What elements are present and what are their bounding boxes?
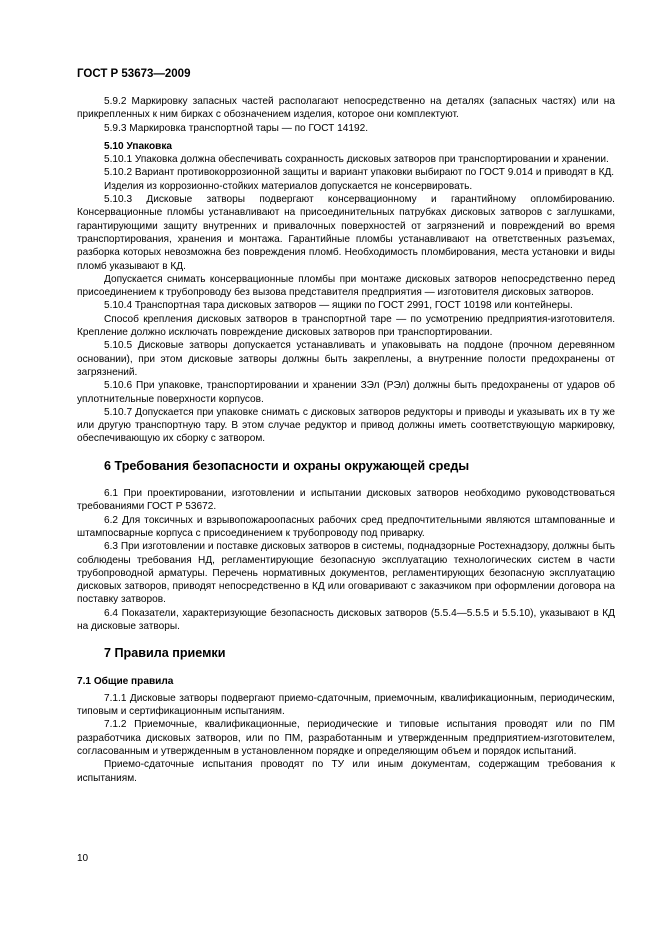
subsection-heading: 7.1 Общие правила xyxy=(77,675,174,687)
paragraph: 5.9.3 Маркировка транспортной тары — по ГОСТ 14192. xyxy=(104,122,369,134)
document-header: ГОСТ Р 53673—2009 xyxy=(77,68,191,80)
paragraph: 5.10.7 Допускается при упаковке снимать с дисковых затворов редукторы и приводы и указывать их в ту же или другую транспортную тару. В этом случае редуктор и привод должны иметь соответствующую маркировку, обеспечивающую их сборку с затвором. xyxy=(77,406,615,445)
section-heading: 6 Требования безопасности и охраны окружающей среды xyxy=(104,458,470,473)
paragraph: 6.1 При проектировании, изготовлении и испытании дисковых затворов необходимо руководствоваться требованиями ГОСТ Р 53672. xyxy=(77,488,615,513)
paragraph: Способ крепления дисковых затворов в транспортной таре — по усмотрению предприятия-изготовителя. Крепление должно исключать повреждение дисковых затворов при транспортировании. xyxy=(77,313,615,339)
paragraph: 5.10.5 Дисковые затворы допускается устанавливать и упаковывать на поддоне (прочном деревянном основании), при этом дисковые затворы должны быть закреплены, а внутренние полости предохранены от загрязнений. xyxy=(77,340,615,378)
paragraph: Допускается снимать консервационные пломбы при монтаже дисковых затворов непосредственно перед присоединением к трубопроводу без вызова представителя предприятия — изготовителя дисковых затворов. xyxy=(77,273,615,299)
paragraph: 5.10.2 Вариант противокоррозионной защиты и вариант упаковки выбирают по ГОСТ 9.014 и приводят в КД. xyxy=(104,167,615,179)
paragraph: Приемо-сдаточные испытания проводят по ТУ или иным документам, содержащим требования к испытаниям. xyxy=(77,759,615,784)
paragraph: 5.10.3 Дисковые затворы подвергают консервационному и гарантийному опломбированию. Консервационные пломбы устанавливают на присоединительных патрубках дисковых затворов с заглушками, гарантирующими защиту внутренних и привалочных поверхностей от загрязнений и повреждений во время транспортирования, хранения и монтажа. Гарантийные пломбы устанавливают на ответственных разъемах, разборка которых невозможна без повреждения пломб. Необходимость пломбирования, места установки и виды пломб указывают в КД. xyxy=(77,194,615,272)
paragraph: 6.4 Показатели, характеризующие безопасность дисковых затворов (5.5.4—5.5.5 и 5.5.10), указывают в КД на дисковые затворы. xyxy=(77,607,615,632)
subsection-heading: 5.10 Упаковка xyxy=(104,140,173,152)
paragraph: 7.1.2 Приемочные, квалификационные, периодические и типовые испытания проводят или по ПМ разработчика дисковых затворов, или по ПМ, разработанным и утвержденным предприятием-изготовителем, согласованным и утвержденным в установленном порядке и определяющим объем и порядок испытаний. xyxy=(77,719,615,758)
page-number: 10 xyxy=(77,853,89,864)
paragraph: 6.3 При изготовлении и поставке дисковых затворов в системы, поднадзорные Ростехнадзору, должны быть соблюдены требования НД, регламентирующие безопасную эксплуатацию технологических систем в части трубопроводной арматуры. Перечень нормативных документов, регламентирующих безопасную эксплуатацию дисковых затворов, приводят непосредственно в КД или оговаривают с заказчиком при оформлении договора на поставку затворов. xyxy=(77,541,615,606)
paragraph: 5.10.6 При упаковке, транспортировании и хранении ЗЭл (РЭл) должны быть предохранены от ударов об уплотнительные поверхности корпусов. xyxy=(77,380,615,405)
section-heading: 7 Правила приемки xyxy=(104,646,226,661)
paragraph: 6.2 Для токсичных и взрывопожароопасных рабочих сред предпочтительными являются штампованные и штампосварные корпуса с присоединением к трубопроводу под приварку. xyxy=(77,514,615,539)
document-body xyxy=(77,95,615,785)
paragraph: 5.10.1 Упаковка должна обеспечивать сохранность дисковых затворов при транспортировании и хранении. xyxy=(104,154,609,166)
paragraph: 7.1.1 Дисковые затворы подвергают приемо-сдаточным, приемочным, квалификационным, периодическим, типовым и сертификационным испытаниям. xyxy=(77,692,615,718)
paragraph: 5.9.2 Маркировку запасных частей располагают непосредственно на деталях (запасных частях) или на прикрепленных к ним бирках с обозначением изделия, которое они комплектуют. xyxy=(77,96,615,121)
paragraph: 5.10.4 Транспортная тара дисковых затворов — ящики по ГОСТ 2991, ГОСТ 10198 или контейнеры. xyxy=(104,300,573,312)
paragraph: Изделия из коррозионно-стойких материалов допускается не консервировать. xyxy=(104,180,473,192)
